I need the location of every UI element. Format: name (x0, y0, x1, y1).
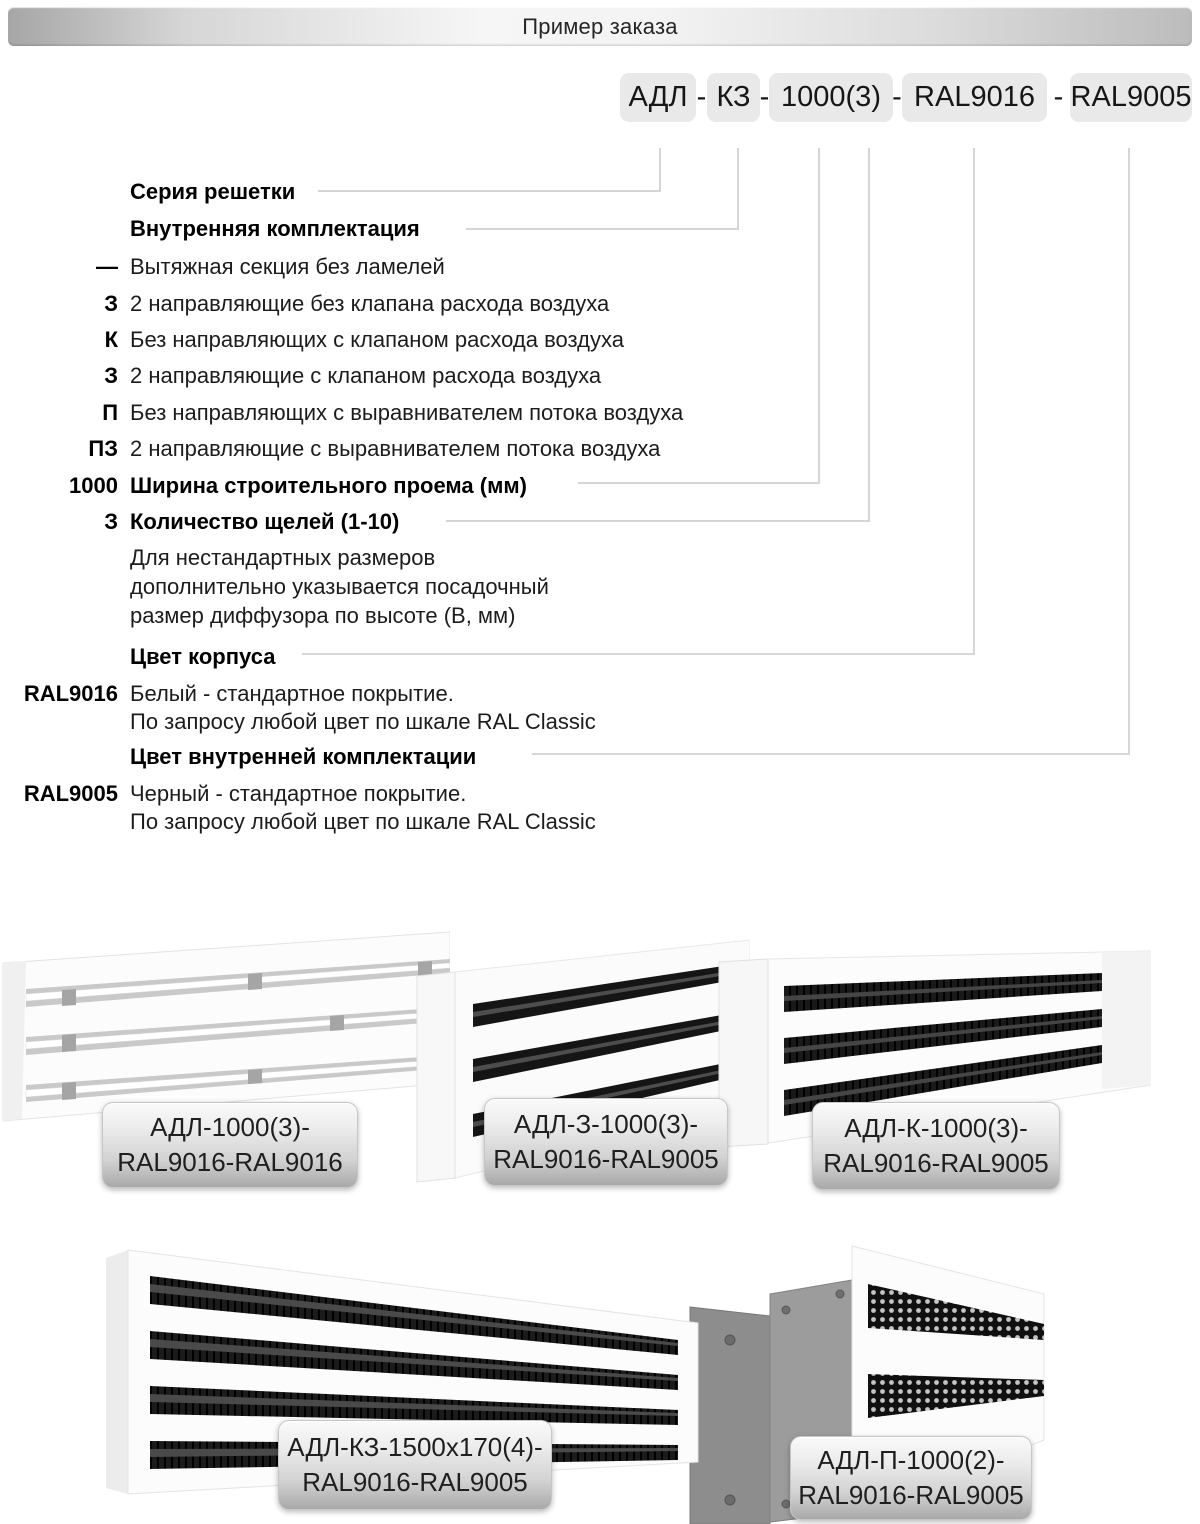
order-code-box-body-color: RAL9016 (902, 73, 1047, 122)
product-label-plate (484, 1098, 728, 1186)
page-title: Пример заказа (522, 13, 678, 39)
legend-text: Ширина строительного проема (мм) (130, 473, 527, 498)
legend-code: З (104, 291, 118, 316)
product-label-line2: RAL9016-RAL9005 (823, 1148, 1049, 1178)
legend-series-label: Серия решетки (130, 179, 296, 204)
legend-config-label: Внутренняя комплектация (130, 216, 420, 241)
product-label-plate (790, 1436, 1032, 1520)
legend-code: — (96, 254, 118, 279)
legend-row (0, 290, 1200, 318)
legend-code: П (102, 400, 118, 425)
legend-row (0, 708, 1200, 736)
legend-code: З (104, 509, 118, 534)
order-code-box-config: КЗ (707, 73, 760, 122)
connector-hline-body-color (302, 653, 975, 655)
legend-text: 2 направляющие с клапаном расхода воздуха (130, 363, 602, 388)
product-label-line2: RAL9016-RAL9005 (798, 1480, 1024, 1510)
header-bar (8, 7, 1192, 46)
product-label-line2: RAL9016-RAL9005 (493, 1144, 719, 1174)
legend-text: Белый - стандартное покрытие. (130, 681, 454, 706)
legend-text: Количество щелей (1-10) (130, 509, 400, 534)
connector-vline-config (737, 148, 739, 230)
legend-text: 2 направляющие без клапана расхода воздуха (130, 291, 610, 316)
legend-row (0, 435, 1200, 463)
legend-text: Без направляющих с выравнивателем потока воздуха (130, 400, 684, 425)
product-label-line1: АДЛ-З-1000(3)- (513, 1109, 699, 1139)
product-label-plate (102, 1102, 358, 1188)
legend-body-color-label: Цвет корпуса (130, 644, 276, 669)
order-code-separator: - (1053, 81, 1064, 113)
legend-row (0, 253, 1200, 281)
legend-code: З (104, 363, 118, 388)
legend-row (0, 362, 1200, 390)
order-code-separator: - (892, 81, 902, 113)
legend-text: Черный - стандартное покрытие. (130, 781, 467, 806)
legend-text: Вытяжная секция без ламелей (130, 254, 445, 279)
order-code-separator: - (696, 81, 707, 113)
product-label-line1: АДЛ-К-1000(3)- (844, 1113, 1028, 1143)
product-label-line1: АДЛ-П-1000(2)- (817, 1445, 1005, 1475)
legend-row-ral9005 (0, 780, 1200, 808)
connector-hline-series (318, 190, 661, 192)
legend-code: RAL9005 (23, 781, 118, 806)
order-code-box-size: 1000(3) (769, 73, 893, 122)
legend-code: К (104, 327, 118, 352)
legend-code: RAL9016 (23, 681, 118, 706)
legend-code: 1000 (69, 473, 118, 498)
legend-row (0, 808, 1200, 836)
legend-row-width (0, 472, 1200, 500)
legend-inner-color-label: Цвет внутренней комплектации (130, 744, 477, 769)
connector-hline-config (466, 228, 739, 230)
product-label-plate (278, 1420, 552, 1510)
connector-hline-inner-color (532, 753, 1130, 755)
legend-code: ПЗ (88, 436, 118, 461)
product-label-line1: АДЛ-1000(3)- (150, 1112, 310, 1142)
legend-row (0, 326, 1200, 354)
order-code-box-inner-color: RAL9005 (1070, 73, 1192, 122)
note-line: размер диффузора по высоте (В, мм) (130, 603, 516, 628)
legend-text: Без направляющих с клапаном расхода воздуха (130, 327, 624, 352)
product-label-plate (812, 1102, 1060, 1190)
legend-text: По запросу любой цвет по шкале RAL Classic (130, 709, 596, 734)
product-label-line1: АДЛ-КЗ-1500х170(4)- (287, 1432, 543, 1462)
legend-row-ral9016 (0, 680, 1200, 708)
product-label-line2: RAL9016-RAL9016 (117, 1147, 343, 1177)
product-label-line2: RAL9016-RAL9005 (302, 1467, 528, 1497)
order-code-separator: - (759, 81, 770, 113)
legend-row (0, 399, 1200, 427)
legend-row-slots (0, 508, 1200, 536)
legend-text: По запросу любой цвет по шкале RAL Classic (130, 809, 596, 834)
legend-text: 2 направляющие с выравнивателем потока воздуха (130, 436, 661, 461)
note-line: дополнительно указывается посадочный (130, 574, 549, 599)
connector-vline-series (659, 148, 661, 192)
note-line: Для нестандартных размеров (130, 545, 436, 570)
order-code-box-series: АДЛ (620, 73, 696, 122)
